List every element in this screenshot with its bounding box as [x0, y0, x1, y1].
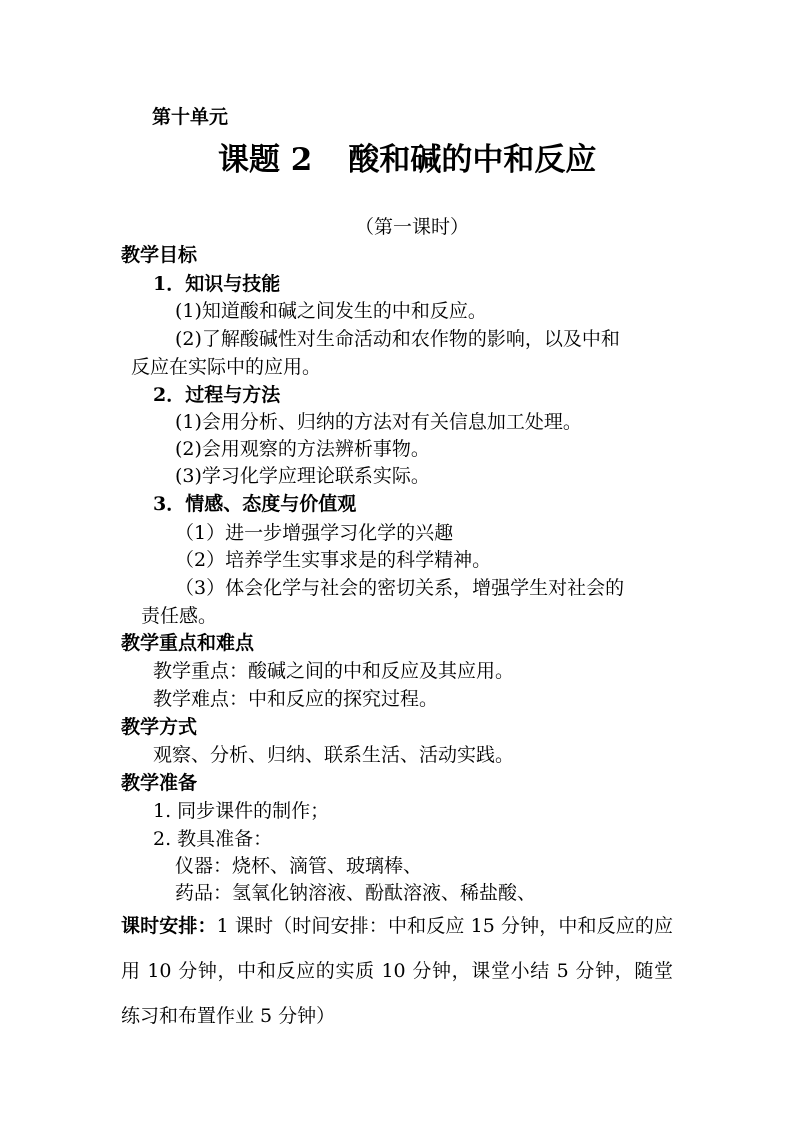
schedule-label: 课时安排：: [121, 915, 217, 937]
session-label: （第一课时）: [355, 216, 470, 238]
method-text: 观察、分析、归纳、联系生活、活动实践。: [153, 744, 515, 766]
keypoints-heading: 教学重点和难点: [121, 632, 255, 654]
emotion-item-2: （2）培养学生实事求是的科学精神。: [175, 549, 492, 571]
prep-item-1: 1. 同步课件的制作；: [153, 800, 330, 822]
method-heading: 教学方式: [121, 716, 198, 738]
lesson-topic: 酸和碱的中和反应: [348, 142, 597, 178]
process-item-3: (3)学习化学应理论联系实际。: [175, 465, 430, 487]
process-item-1: (1)会用分析、归纳的方法对有关信息加工处理。: [175, 411, 582, 433]
schedule-paragraph: [121, 904, 673, 1039]
emotion-item-3-line-1: （3）体会化学与社会的密切关系，增强学生对社会的: [175, 577, 625, 599]
prep-item-2: 2. 教具准备：: [153, 828, 273, 850]
lesson-title: [218, 140, 596, 180]
schedule-text: 1 课时（时间安排：中和反应 15 分钟，中和反应的应用 10 分钟，中和反应的实质 10 分钟，课堂小结 5 分钟，随堂练习和布置作业 5 分钟）: [121, 915, 673, 1027]
objectives-heading: 教学目标: [121, 244, 198, 266]
knowledge-item-2-line-2: 反应在实际中的应用。: [131, 356, 322, 378]
knowledge-item-2-line-1: (2)了解酸碱性对生命活动和农作物的影响，以及中和: [175, 328, 620, 350]
emotion-heading: 3．情感、态度与价值观: [153, 493, 357, 515]
knowledge-item-1: (1)知道酸和碱之间发生的中和反应。: [175, 300, 487, 322]
difficulty-text: 教学难点：中和反应的探究过程。: [153, 688, 439, 710]
focus-text: 教学重点：酸碱之间的中和反应及其应用。: [153, 660, 515, 682]
prep-instruments: 仪器：烧杯、滴管、玻璃棒、: [175, 855, 423, 877]
prep-reagents: 药品：氢氧化钠溶液、酚酞溶液、稀盐酸、: [175, 882, 537, 904]
lesson-number: 课题 2: [218, 142, 313, 178]
emotion-item-3-line-2: 责任感。: [141, 605, 218, 627]
knowledge-heading: 1．知识与技能: [153, 273, 281, 295]
prep-heading: 教学准备: [121, 772, 198, 794]
process-heading: 2．过程与方法: [153, 384, 281, 406]
process-item-2: (2)会用观察的方法辨析事物。: [175, 438, 430, 460]
emotion-item-1: （1）进一步增强学习化学的兴趣: [175, 522, 454, 544]
unit-label: 第十单元: [152, 106, 229, 128]
